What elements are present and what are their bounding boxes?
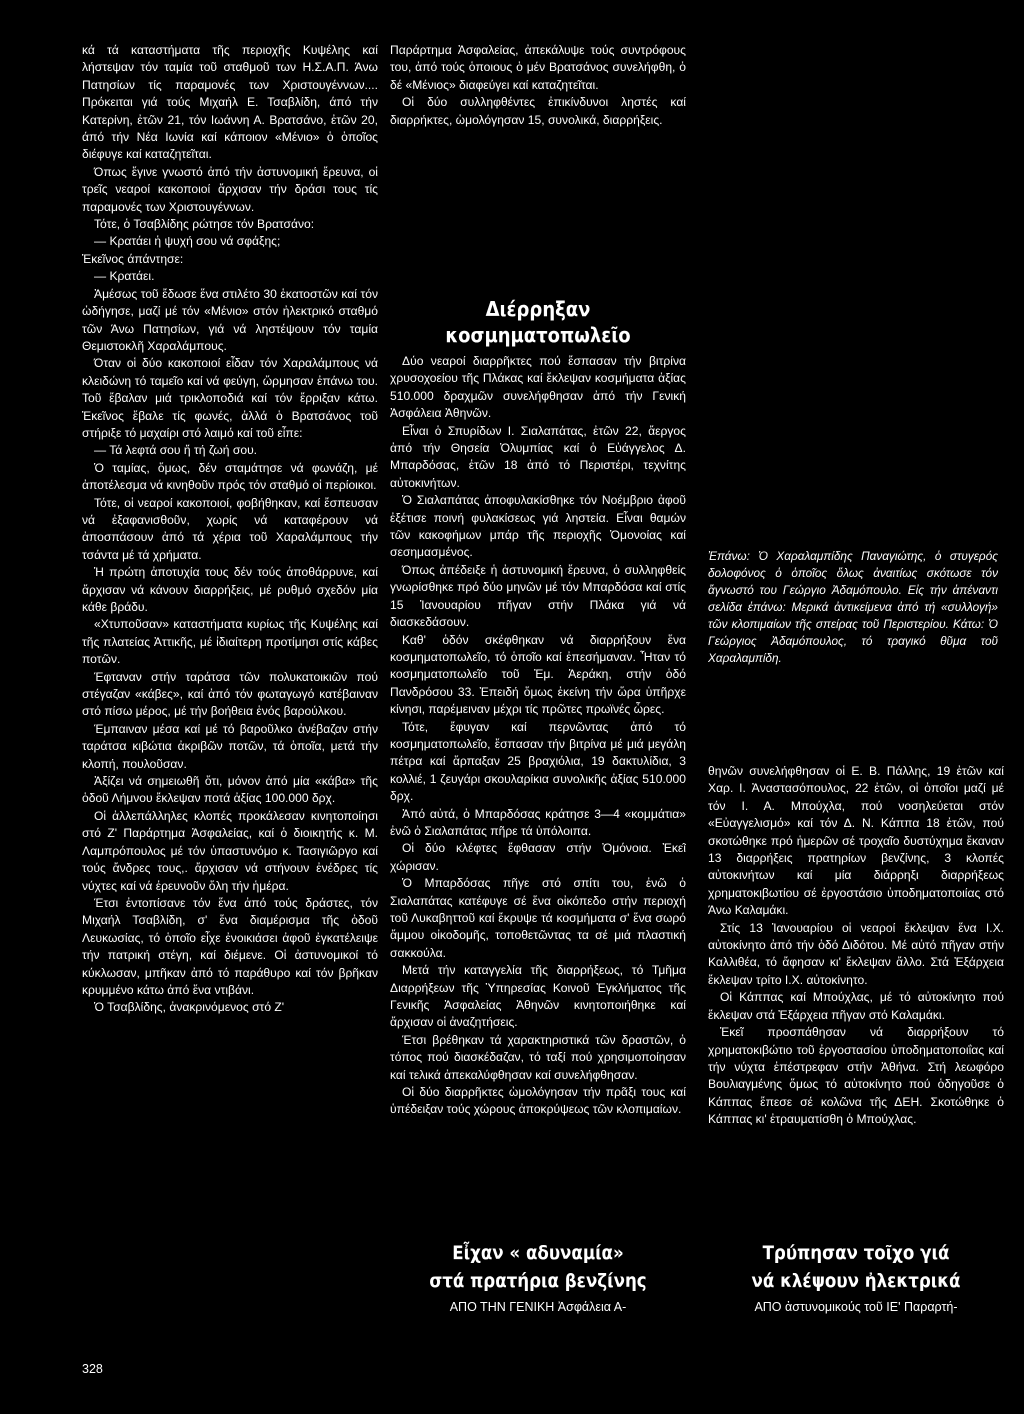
paragraph: Έτσι ἐντοπίσανε τόν ἕνα ἀπό τούς δράστες, τόν Μιχαήλ Τσαβλίδη, σ' ἕνα διαμέρισμα τῆς ὁδοῦ Λευκωσίας, τό ὁποῖο εἶχε ἐνοικιάσει ἀφοῦ ἐγκατέλειψε τήν πατρική στέγη, καί διέμενε. Οἱ ἀστυνομικοί τό κύκλωσαν, μπῆκαν ἀπό τό παράθυρο καί τόν βρῆκαν κρυμμένο κάτω ἀπό ἕνα ντιβάνι. bbox=[82, 895, 378, 997]
paragraph: Στίς 13 Ἰανουαρίου οἱ νεαροί ἔκλεψαν ἕνα Ι.Χ. αὐτοκίνητο ἀπό τήν ὁδό Διδότου. Μέ αὐτό πῆγαν στήν Καλλιθέα, τό ἄφησαν κι' ἔκλεψαν ἄλλο. Στά Ἐξάρχεια ἔκλεψαν τρίτο Ι.Χ. αὐτοκίνητο. bbox=[708, 920, 1004, 987]
headline-wall-theft bbox=[708, 1240, 1004, 1296]
paragraph: Όταν οἱ δύο κακοποιοί εἶδαν τόν Χαραλάμπους νά κλειδώνη τό ταμεῖο καί νά φεύγη, ὥρμησαν ἐπάνω του. Τοῦ ἔβαλαν μιά τρικλοποδιά καί τόν ἔρριξαν κάτω. Ἐκεῖνος ἔβαλε τίς φωνές, ἀλλά ὁ Βρατσάνος τοῦ στήριξε τό μαχαίρι στό λαιμό καί τοῦ εἶπε: bbox=[82, 356, 378, 440]
paragraph: Καθ' ὁδόν σκέφθηκαν νά διαρρήξουν ἕνα κοσμηματοπωλεῖο, τό ὁποῖο καί ἐπεσήμαναν. Ἦταν τό κοσμηματοπωλεῖο τοῦ Ἐμ. Ἀεράκη, στήν ὁδό Πανδρόσου 33. Ἐπειδή ὅμως ἐκείνη τήν ὥρα ὑπῆρχε κίνησι, παρέμειναν μέχρι τίς πρῶτες πρωϊνές ὧρες. bbox=[390, 632, 686, 717]
article-column-1 bbox=[82, 42, 378, 1282]
paragraph: Όπως ἔγινε γνωστό ἀπό τήν ἀστυνομική ἔρευνα, οἱ τρεῖς νεαροί κακοποιοί ἄρχισαν τήν δράσι τους τίς παραμονές των Χριστουγέννων. bbox=[82, 164, 378, 214]
paragraph: Ὁ Μπαρδόσας πῆγε στό σπίτι του, ἐνῶ ὁ Σιαλαπάτας κατέφυγε σέ ἕνα οἰκόπεδο στήν περιοχή τοῦ Λυκαβηττοῦ καί ἔκρυψε τά κοσμήματα σ' ἕνα σωρό ἄμμου οἰκοδομῆς, τοποθετῶντας τα σέ μιά πλαστική σακκούλα. bbox=[390, 876, 686, 960]
article-column-3 bbox=[708, 763, 1004, 1263]
paragraph: — Τά λεφτά σου ἤ τή ζωή σου. bbox=[94, 443, 258, 458]
paragraph: Ἐκεῖ προσπάθησαν νά διαρρήξουν τό χρηματοκιβώτιο τοῦ ἐργοστασίου ὑποδηματοποιΐας καί τήν νύχτα ἐπέστρεφαν στήν Ἀθήνα. Στή λεωφόρο Βουλιαγμένης ὅμως τό αὐτοκίνητο πού ὁδηγοῦσε ὁ Κάππας ἔπεσε σέ κολῶνα τῆς ΔΕΗ. Σκοτώθηκε ὁ Κάππας κι' ἐτραυματίσθη ὁ Μπούχλας. bbox=[708, 1025, 1004, 1127]
paragraph: «Χτυποῦσαν» καταστήματα κυρίως τῆς Κυψέλης καί τῆς πλατείας Ἀττικῆς, μέ ἰδιαίτερη προτίμησι στίς κάβες ποτῶν. bbox=[82, 617, 378, 667]
paragraph: θηνῶν συνελήφθησαν οἱ Ε. Β. Πάλλης, 19 ἐτῶν καί Χαρ. Ι. Ἀναστασόπουλος, 22 ἐτῶν, οἱ ὁποῖοι μαζί μέ τόν Ι. Α. Μπούχλα, πού νοσηλεύεται στόν «Εὐαγγελισμό» καί τόν Δ. Ν. Κάππα 18 ἐτῶν, πού σκοτώθηκε πρό ἡμερῶν σέ τροχαῖο δυστύχημα ἔκαναν 13 διαρρήξεις πρατηρίων βενζίνης, 3 κλοπές αὐτοκινήτων καί μία διάρρηξι διαρρήξεως χρηματοκιβωτίου σέ ἐργοστάσιο ὑποδηματοποιίας στό Άνω Καλαμάκι. bbox=[708, 764, 1004, 918]
headline-line: Τρύπησαν τοῖχο γιά bbox=[762, 1243, 950, 1264]
article-lead: ΑΠΟ ἀστυνομικούς τοῦ ΙΕ' Παραρτή- bbox=[754, 1300, 958, 1314]
paragraph: Δύο νεαροί διαρρῆκτες πού ἔσπασαν τήν βιτρίνα χρυσοχοείου τῆς Πλάκας καί ἔκλεψαν κοσμήματα ἀξίας 510.000 δραχμῶν συνελήφθησαν ἀπό τήν Γενική Ἀσφάλεια Ἀθηνῶν. bbox=[390, 354, 686, 421]
paragraph: Εἶναι ὁ Σπυρίδων Ι. Σιαλαπάτας, ἐτῶν 22, ἄεργος ἀπό τήν Θησεία Ὀλυμπίας καί ὁ Εὐάγγελος Δ. Μπαρδόσας, ἐτῶν 18 ἀπό τό Περιστέρι, τεχνίτης αὐτοκινήτων. bbox=[390, 423, 686, 490]
photo-caption bbox=[708, 548, 998, 667]
headline-line: νά κλέψουν ἠλεκτρικά bbox=[751, 1271, 961, 1292]
headline-gas-stations bbox=[390, 1240, 686, 1296]
caption-text: Ἐπάνω: Ὁ Χαραλαμπίδης Παναγιώτης, ὁ στυγερός δολοφόνος ὁ ὁποῖος ὅλως ἀναιτίως σκότωσε τόν ἄγνωστό του Γεώργιο Ἀδαμόπουλο. Εἰς τήν ἀπέναντι σελίδα ἐπάνω: Μερικά ἀντικείμενα ἀπό τή «συλλογή» τῶν κλοπιμαίων τῆς σπείρας τοῦ Περιστερίου. Κάτω: Ὁ Γεώργιος Ἀδαμόπουλος, τό τραγικό θῦμα τοῦ Χαραλαμπίδη. bbox=[708, 549, 998, 665]
paragraph: — Κρατάει ἡ ψυχή σου νά σφάξης; bbox=[94, 234, 281, 249]
paragraph: Ἀπό αὐτά, ὁ Μπαρδόσας κράτησε 3—4 «κομμάτια» ἐνῶ ὁ Σιαλαπάτας πῆρε τά ὑπόλοιπα. bbox=[390, 806, 686, 838]
paragraph: Ὁ Τσαβλίδης, ἀνακρινόμενος στό Ζ' bbox=[94, 1000, 285, 1015]
paragraph: Τότε, οἱ νεαροί κακοποιοί, φοβήθηκαν, καί ἔσπευσαν νά ἐξαφανισθοῦν, χωρίς νά καταφέρουν νά ἀποσπάσουν ἀπό τά χέρια τοῦ Χαραλάμπους τήν τσάντα μέ τά χρήματα. bbox=[82, 495, 378, 562]
paragraph: Ἡ πρώτη ἀποτυχία τους δέν τούς ἀποθάρρυνε, καί ἄρχισαν νά κάνουν διαρρήξεις, μέ ρυθμό σχεδόν μία κάθε βράδυ. bbox=[82, 565, 378, 614]
paragraph: Ὁ ταμίας, ὅμως, δέν σταμάτησε νά φωνάζη, μέ ἀποτέλεσμα νά κινηθοῦν πρός τόν σταθμό οἱ περίοικοι. bbox=[82, 460, 378, 493]
paragraph: Οἱ ἀλλεπάλληλες κλοπές προκάλεσαν κινητοποίησι στό Ζ' Παράρτημα Ἀσφαλείας, καί ὁ διοικητής κ. Μ. Λαμπρόπουλος μέ τόν ὑπαστυνόμο κ. Τασιγιῶργο καί τούς ἄνδρες τους,. ἄρχισαν νά στήνουν ἐνέδρες τίς νύχτες καί νά ἐρευνοῦν ὅλη τήν ἡμέρα. bbox=[82, 808, 378, 893]
paragraph: Ἐκεῖνος άπάντησε: bbox=[82, 251, 184, 266]
paragraph: Έφταναν στήν ταράτσα τῶν πολυκατοικιῶν πού στέγαζαν «κάβες», καί ἀπό τόν φωταγωγό κατέβαιναν στό πίσω μέρος, μέ τήν βοήθεια ἑνός βαρούλκου. bbox=[82, 669, 378, 719]
paragraph: — Κρατάει. bbox=[94, 269, 155, 284]
paragraph: Μετά τήν καταγγελία τῆς διαρρήξεως, τό Τμῆμα Διαρρήξεων τῆς Ὑπηρεσίας Κοινοῦ Ἐγκλήματος τῆς Γενικῆς Ἀσφαλείας Ἀθηνῶν κινητοποιήθηκε καί ἄρχισαν οἱ ἀναζητήσεις. bbox=[390, 963, 686, 1030]
paragraph: Έμπαιναν μέσα καί μέ τό βαροῦλκο ἀνέβαζαν στήν ταράτσα κιβώτια ἀκριβῶν ποτῶν, τά ὁποῖα, μετά τήν κλοπή, πουλοῦσαν. bbox=[82, 721, 378, 771]
paragraph: Τότε, ὁ Τσαβλίδης ρώτησε τόν Βρατσάνο: bbox=[94, 217, 315, 232]
headline-line: Εἶχαν « αδυναμία» bbox=[452, 1243, 624, 1264]
paragraph: Οἱ δύο διαρρῆκτες ὡμολόγησαν τήν πρᾶξι τους καί ὑπέδειξαν τούς χώρους ἀποκρύψεως τῶν κλοπιμαίων. bbox=[390, 1085, 686, 1117]
paragraph: Παράρτημα Ἀσφαλείας, ἀπεκάλυψε τούς συντρόφους του, ἀπό τούς ὁποιους ὁ μέν Βρατσάνος συνελήφθη, ὁ δέ «Μένιος» διαφεύγει καί καταζητεῖται. bbox=[390, 43, 686, 92]
article-lead: ΑΠΟ ΤΗΝ ΓΕΝΙΚΗ Ἀσφάλεια Α- bbox=[449, 1300, 627, 1314]
paragraph: Οἱ Κάππας καί Μπούχλας, μέ τό αὐτοκίνητο πού ἔκλεψαν στά Ἐξάρχεια πῆγαν στό Καλαμάκι. bbox=[708, 990, 1004, 1022]
headline-jewelry-burglary: Διέρρηξαν κοσμηματοπωλεῖο bbox=[445, 297, 631, 347]
paragraph: Ἀξίζει νά σημειωθῆ ὅτι, μόνον ἀπό μία «κάβα» τῆς ὁδοῦ Λήμνου ἔκλεψαν ποτά ἀξίας 100.000 δρχ. bbox=[82, 774, 378, 806]
paragraph: Οἱ δύο κλέφτες ἔφθασαν στήν Ὀμόνοια. Ἐκεῖ χώρισαν. bbox=[390, 841, 686, 873]
article-column-2-jewelry bbox=[390, 353, 686, 1293]
headline-line: στά πρατήρια βενζίνης bbox=[429, 1271, 647, 1292]
paragraph: Έτσι βρέθηκαν τά χαρακτηριστικά τῶν δραστῶν, ὁ τόπος πού διασκέδαζαν, τό ταξί πού χρησιμοποίησαν καί τελικά ἀπεκαλύφθησαν καί συνελήφθησαν. bbox=[390, 1032, 686, 1082]
paragraph: Οἱ δύο συλληφθέντες ἐπικίνδυνοι ληστές καί διαρρήκτες, ὡμολόγησαν 15, συνολικά, διαρρήξεις. bbox=[390, 95, 686, 127]
paragraph: Τότε, ἔφυγαν καί περνῶντας ἀπό τό κοσμηματοπωλεῖο, ἔσπασαν τήν βιτρίνα μέ μιά μεγάλη πέτρα καί ἅρπαξαν 25 βραχιόλια, 19 δακτυλίδια, 3 κολλιέ, 1 ζευγάρι σκουλαρίκια συνολικῆς ἀξίας 510.000 δρχ. bbox=[390, 719, 686, 804]
paragraph: κά τά καταστήματα τῆς περιοχῆς Κυψέλης καί λήστεψαν τόν ταμία τοῦ σταθμοῦ των Η.Σ.Α.Π. Άνω Πατησίων τίς παραμονές των Χριστουγέννων.... Πρόκειται γιά τούς Μιχαήλ Ε. Τσαβλίδη, άπό τήν Κατερίνη, ἐτῶν 21, τόν Ιωάννη Α. Βρατσάνο, ἐτῶν 20, άπό τήν Νέα Ιωνία καί κάποιον «Μένιο» ὁ ὁποῖος διέφυγε καί καταζητεῖται. bbox=[82, 43, 378, 162]
paragraph: Ἀμέσως τοῦ ἔδωσε ἕνα στιλέτο 30 ἑκατοστῶν καί τόν ὡδήγησε, μαζί μέ τόν «Μένιο» στόν ἠλεκτρικό σταθμό τῶν Άνω Πατησίων, γιά νά ληστέψουν τόν ταμία Θεμιστοκλῆ Χαραλάμπους. bbox=[82, 286, 378, 353]
paragraph: Ὁ Σιαλαπάτας ἀποφυλακίσθηκε τόν Νοέμβριο ἀφοῦ ἐξέτισε ποινή φυλακίσεως γιά ληστεία. Εἶναι θαμών τῶν κακοφήμων μπάρ τῆς περιοχῆς Ὀμονοίας καί σεσημασμένος. bbox=[390, 493, 686, 560]
page-number: 328 bbox=[82, 1362, 103, 1376]
paragraph: Όπως ἀπέδειξε ἡ ἀστυνομική ἔρευνα, ὁ συλληφθείς γνωρίσθηκε πρό δύο μηνῶν μέ τόν Μπαρδόσα καί στίς 15 Ἰανουαρίου πῆγαν στήν Πλάκα γιά νά διασκεδάσουν. bbox=[390, 562, 686, 630]
